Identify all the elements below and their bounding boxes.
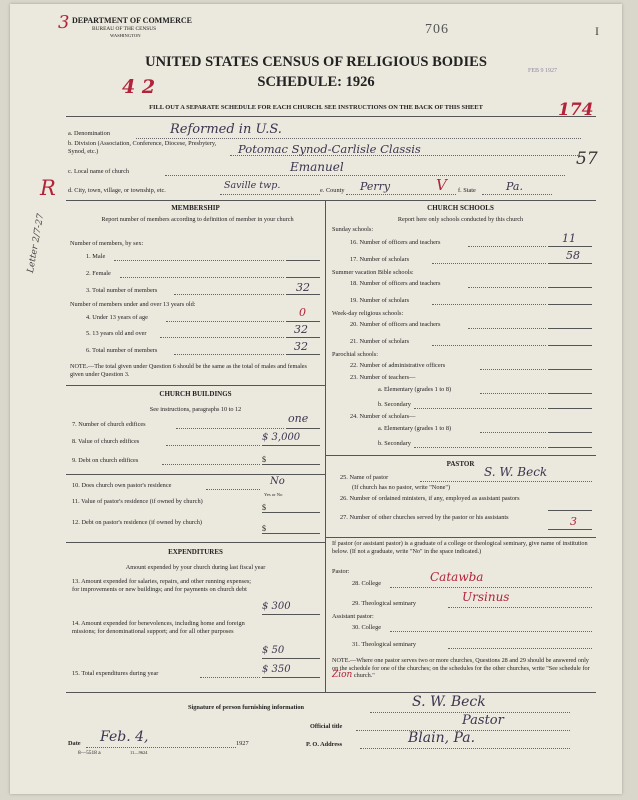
census-form <box>10 4 622 794</box>
q24b-label: b. Secondary <box>378 440 411 447</box>
q8-label: 8. Value of church edifices <box>72 438 140 445</box>
received-stamp: FEB 9 1927 <box>528 68 558 74</box>
instruction-line: FILL OUT A SEPARATE SCHEDULE FOR EACH CHURCH. SEE INSTRUCTIONS ON THE BACK OF THIS SHEET <box>149 104 483 111</box>
q12-value[interactable]: $ <box>262 524 266 533</box>
q10-hint: Yes or No <box>264 492 283 497</box>
weekday-heading: Week-day religious schools: <box>332 310 404 317</box>
q7-value[interactable]: one <box>288 412 309 425</box>
q13-label: 13. Amount expended for salaries, repairs, and other running expenses; for improvements or new buildings; and for payments on church debt <box>72 578 252 593</box>
q31-label: 31. Theological seminary <box>352 641 417 648</box>
pastor-heading: Pastor: <box>332 568 350 575</box>
q20-label: 20. Number of officers and teachers <box>350 321 441 328</box>
note-value[interactable]: Zion <box>332 670 353 680</box>
year-label: 1927 <box>236 740 249 747</box>
q4-label: 4. Under 13 years of age <box>86 314 148 321</box>
q9-label: 9. Debt on church edifices <box>72 457 139 464</box>
q22-label: 22. Number of administrative officers <box>350 362 446 369</box>
q10-value[interactable]: No <box>270 476 285 487</box>
date-value[interactable]: Feb. 4, <box>100 729 149 745</box>
summer-heading: Summer vacation Bible schools: <box>332 269 414 276</box>
q12-label: 12. Debt on pastor's residence (if owned by church) <box>72 519 203 526</box>
church-name-value[interactable]: Emanuel <box>290 160 344 174</box>
q24a-label: a. Elementary (grades 1 to 8) <box>378 425 452 432</box>
church-name-label: c. Local name of church <box>68 168 130 175</box>
q11-label: 11. Value of pastor's residence (if owned by church) <box>72 498 203 505</box>
denomination-label: a. Denomination <box>68 130 110 137</box>
county-label: e. County <box>320 187 345 194</box>
q6-label: 6. Total number of members <box>86 347 158 354</box>
state-label: f. State <box>458 187 476 194</box>
q29-value[interactable]: Ursinus <box>462 590 510 604</box>
state-value[interactable]: Pa. <box>506 180 523 193</box>
division-label: b. Division (Association, Conference, Diocese, Presbytery, Synod, etc.) <box>68 140 217 155</box>
stamp-number: 706 <box>425 22 449 37</box>
parochial-heading: Parochial schools: <box>332 351 378 358</box>
hand-mark-R: R <box>40 176 56 200</box>
denomination-value[interactable]: Reformed in U.S. <box>170 122 282 137</box>
q9-value[interactable]: $ <box>262 455 266 464</box>
schools-subtitle: Report here only schools conducted by this church <box>397 216 524 223</box>
q23b-label: b. Secondary <box>378 401 411 408</box>
division-value[interactable]: Potomac Synod-Carlisle Classis <box>238 142 421 156</box>
q30-label: 30. College <box>352 624 382 631</box>
q29-label: 29. Theological seminary <box>352 600 417 607</box>
q19-label: 19. Number of scholars <box>350 297 410 304</box>
membership-title: MEMBERSHIP <box>171 204 220 212</box>
buildings-title: CHURCH BUILDINGS <box>159 390 232 398</box>
hand-code: 4 2 <box>122 76 156 98</box>
city-line: WASHINGTON <box>110 33 141 38</box>
corner-mark: I <box>595 24 599 38</box>
q25-hint: (If church has no pastor, write "None") <box>352 484 451 491</box>
q25-label: 25. Name of pastor <box>340 474 389 481</box>
po-address-value[interactable]: Blain, Pa. <box>408 730 476 746</box>
official-title-label: Official title <box>310 723 343 730</box>
membership-subtitle: Report number of members according to definition of member in your church <box>101 216 294 223</box>
q14-value[interactable]: $ 50 <box>262 645 285 656</box>
county-value[interactable]: Perry <box>360 180 391 193</box>
q21-label: 21. Number of scholars <box>350 338 410 345</box>
q3-label: 3. Total number of members <box>86 287 158 294</box>
date-label: Date <box>68 740 81 747</box>
signature-label: Signature of person furnishing information <box>188 704 305 711</box>
q15-value[interactable]: $ 350 <box>262 664 291 675</box>
side-note: Letter 2/7-27 <box>26 212 47 274</box>
q26-label: 26. Number of ordained ministers, if any, employed as assistant pastors <box>340 495 520 502</box>
q3-value[interactable]: 32 <box>296 281 310 294</box>
signature-value[interactable]: S. W. Beck <box>412 694 486 710</box>
q5-label: 5. 13 years old and over <box>86 330 147 337</box>
assistant-heading: Assistant pastor: <box>332 613 374 620</box>
q27-value[interactable]: 3 <box>570 515 577 528</box>
college-note: If pastor (or assistant pastor) is a graduate of a college or theological seminary, give name of institution below. (If not a graduate, write "No" in the space indicated.) <box>332 540 588 555</box>
q23a-label: a. Elementary (grades 1 to 8) <box>378 386 452 393</box>
q10-label: 10. Does church own pastor's residence <box>72 482 172 489</box>
pastor-title: PASTOR <box>446 460 475 468</box>
print-number: 11—9624 <box>130 750 148 755</box>
members-by-sex: Number of members, by sex: <box>70 240 144 247</box>
department-line: DEPARTMENT OF COMMERCE <box>72 16 193 25</box>
schools-title: CHURCH SCHOOLS <box>427 204 494 212</box>
q28-value[interactable]: Catawba <box>430 570 484 584</box>
age-heading: Number of members under and over 13 years old: <box>70 301 196 308</box>
q18-label: 18. Number of officers and teachers <box>350 280 441 287</box>
q27-label: 27. Number of other churches served by the pastor or his assistants <box>340 514 509 521</box>
bureau-line: BUREAU OF THE CENSUS <box>92 26 157 32</box>
q11-value[interactable]: $ <box>262 503 266 512</box>
q16-value[interactable]: 11 <box>562 232 576 245</box>
sunday-heading: Sunday schools: <box>332 226 374 233</box>
q23-label: 23. Number of teachers— <box>350 374 416 381</box>
schedule-title: SCHEDULE: 1926 <box>257 74 375 90</box>
hand-number-right: 174 <box>558 100 594 120</box>
q17-value[interactable]: 58 <box>566 249 580 262</box>
check-mark-county: V <box>436 176 447 194</box>
hand-mark-top-left: 3 <box>58 12 70 33</box>
q1-label: 1. Male <box>86 253 106 260</box>
form-title: UNITED STATES CENSUS OF RELIGIOUS BODIES <box>145 54 487 70</box>
q8-value[interactable]: $ 3,000 <box>262 432 301 443</box>
q5-value[interactable]: 32 <box>294 323 308 336</box>
pastor-note: NOTE.—Where one pastor serves two or more churches, Questions 28 and 29 should be answered only on the schedule for one of the churches; on the schedules for the other churches, write "See schedule for Zion church." <box>332 657 590 680</box>
buildings-subtitle: See instructions, paragraphs 10 to 12 <box>149 406 242 413</box>
q25-value[interactable]: S. W. Beck <box>484 465 548 479</box>
q16-label: 16. Number of officers and teachers <box>350 239 441 246</box>
q7-label: 7. Number of church edifices <box>72 421 146 428</box>
official-title-value[interactable]: Pastor <box>462 713 504 728</box>
q28-label: 28. College <box>352 580 382 587</box>
form-number: 8—5518 a <box>78 750 101 756</box>
membership-note: NOTE.—The total given under Question 6 should be the same as the total of males and females given under Question 3. <box>70 363 307 378</box>
q4-value[interactable]: 0 <box>299 306 306 319</box>
q24-label: 24. Number of scholars— <box>350 413 416 420</box>
expenditures-subtitle: Amount expended by your church during last fiscal year <box>125 564 266 571</box>
q6-value[interactable]: 32 <box>294 340 308 353</box>
expenditures-title: EXPENDITURES <box>168 548 223 556</box>
q15-label: 15. Total expenditures during year <box>72 670 159 677</box>
q13-value[interactable]: $ 300 <box>262 601 291 612</box>
q2-label: 2. Female <box>86 270 111 277</box>
city-label: d. City, town, village, or township, etc. <box>68 187 166 194</box>
q14-label: 14. Amount expended for benevolences, including home and foreign missions; for denominational support; and for all other purposes <box>72 620 245 635</box>
po-address-label: P. O. Address <box>306 741 343 748</box>
hand-number-right2: 57 <box>576 149 598 169</box>
city-value[interactable]: Saville twp. <box>224 180 281 191</box>
q17-label: 17. Number of scholars <box>350 256 410 263</box>
